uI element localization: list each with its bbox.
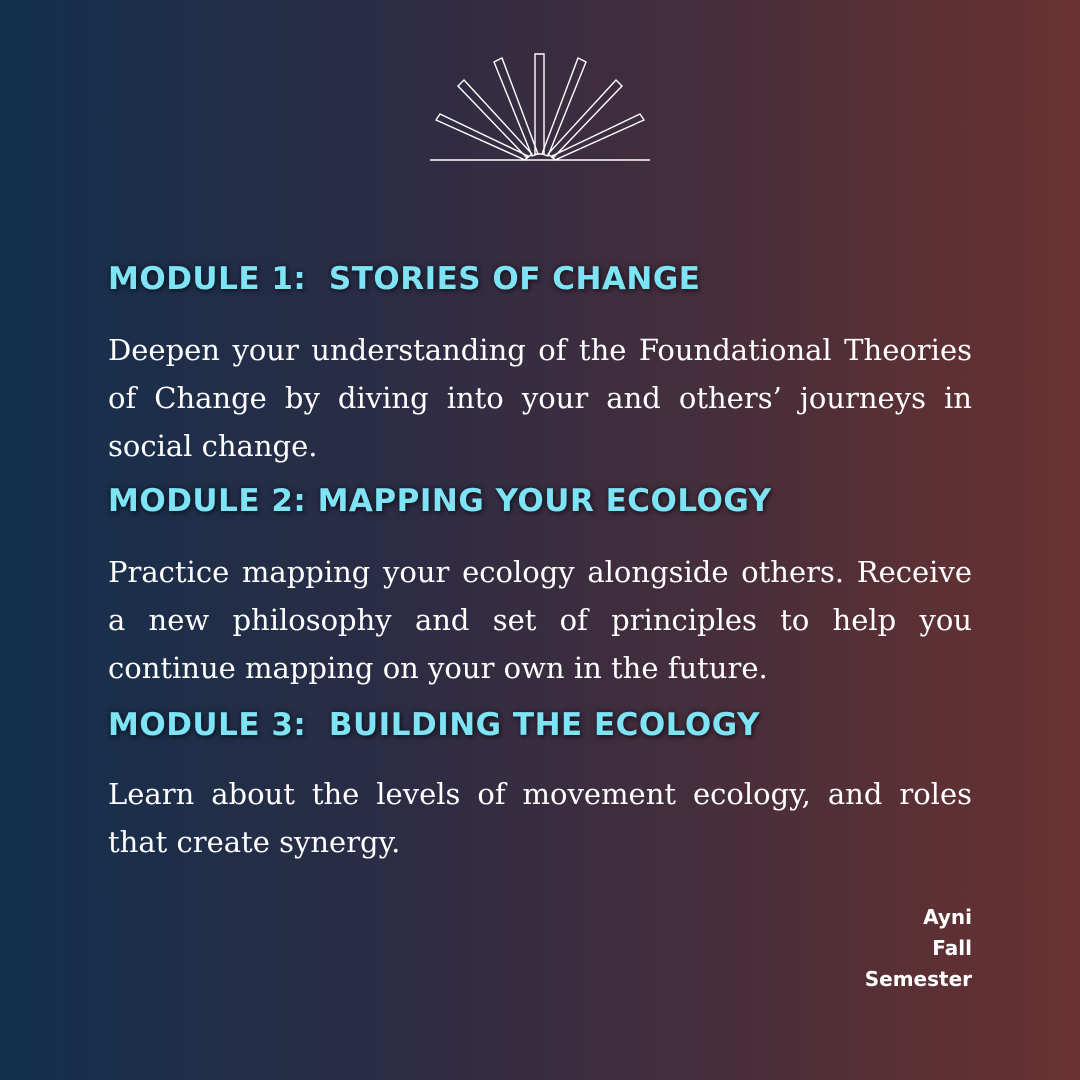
signature-line-semester: Semester (864, 967, 972, 991)
signature-line-ayni: Ayni (923, 905, 972, 929)
module-2-title: MODULE 2: MAPPING YOUR ECOLOGY (108, 483, 772, 519)
sunburst-icon (428, 50, 652, 164)
module-1-description: Deepen your understanding of the Foundational Theories of Change by diving into your and others’ journeys in social change. (108, 333, 972, 463)
module-3-title: MODULE 3: BUILDING THE ECOLOGY (108, 707, 760, 743)
module-3-description: Learn about the levels of movement ecology, and roles that create synergy. (108, 777, 972, 859)
signature-block (865, 902, 972, 995)
module-1-title: MODULE 1: STORIES OF CHANGE (108, 261, 701, 297)
module-2-description: Practice mapping your ecology alongside others. Receive a new philosophy and set of principles to help you continue mapping on your own in the future. (108, 555, 972, 685)
signature-line-fall: Fall (932, 936, 972, 960)
modules-list (108, 258, 972, 866)
